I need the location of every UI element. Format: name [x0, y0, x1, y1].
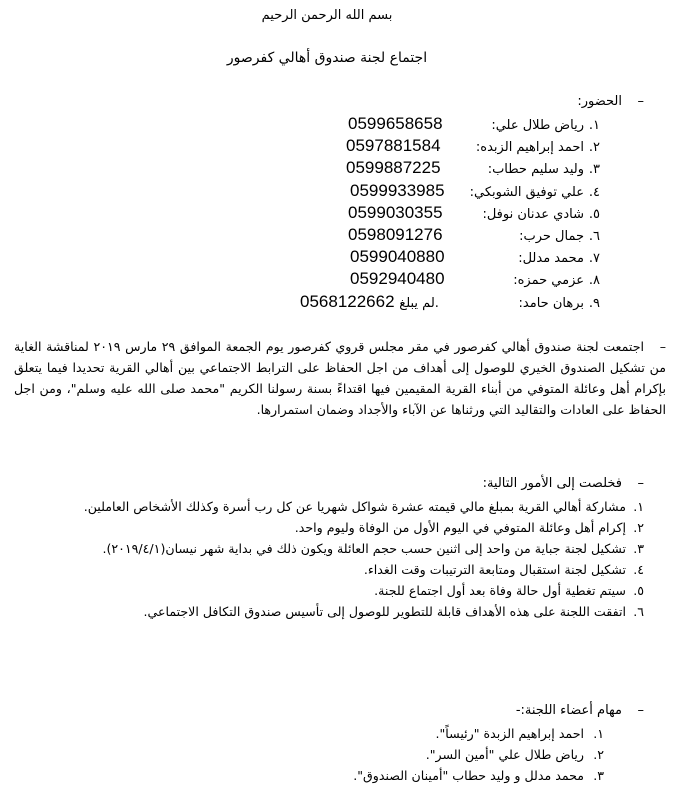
- item-number: ٢.: [633, 520, 644, 535]
- attendee-phone: 0599887225: [346, 158, 441, 178]
- item-text: مشاركة أهالي القرية بمبلغ مالي قيمته عشرة شواكل شهريا عن كل رب أسرة وكذلك الأشخاص العاملين.: [83, 499, 626, 514]
- outcomes-heading: [483, 476, 644, 491]
- attendee-name: رياض طلال علي:: [491, 118, 584, 133]
- attendee-phone: 0599658658: [348, 114, 443, 133]
- item-number: ٥.: [633, 583, 644, 598]
- attendee-row: [0, 203, 684, 225]
- attendee-name: محمد مدلل:: [518, 251, 584, 267]
- attendee-row: [0, 158, 684, 180]
- outcome-item: [14, 517, 666, 538]
- outcomes-list: [14, 496, 666, 622]
- attendee-name: عزمي حمزه:: [513, 273, 584, 289]
- bullet-dash: –: [659, 339, 666, 354]
- attendee-name: احمد إبراهيم الزبده:: [475, 140, 584, 156]
- attendee-name: علي توفيق الشوبكي:: [469, 184, 584, 200]
- item-text: محمد مدلل و وليد حطاب "أمينان الصندوق".: [353, 768, 584, 783]
- item-text: اتفقت اللجنة على هذه الأهداف قابلة للتطوير للوصول إلى تأسيس صندوق التكافل الاجتماعي.: [143, 604, 626, 619]
- roles-heading: [516, 703, 644, 718]
- outcome-item: [14, 559, 666, 580]
- outcome-item: [14, 601, 666, 622]
- attendee-row: [0, 225, 684, 247]
- attendee-number: ٥.: [588, 206, 600, 222]
- attendee-number: ٧.: [588, 251, 600, 267]
- roles-heading-label: مهام أعضاء اللجنة:-: [515, 703, 622, 718]
- item-text: تشكيل لجنة استقبال ومتابعة الترتيبات وقت الغداء.: [363, 562, 626, 577]
- item-text: تشكيل لجنة جباية من واحد إلى اثنين حسب حجم العائلة ويكون ذلك في بداية شهر نيسان(٢٠١٩/٤/١).: [102, 541, 626, 556]
- attendee-row: [0, 269, 684, 291]
- item-number: ٢.: [593, 747, 604, 762]
- attendee-row: [0, 247, 684, 269]
- attendee-row: [0, 136, 684, 158]
- attendee-phone: 0599933985: [350, 180, 445, 200]
- bullet-dash: –: [637, 703, 644, 718]
- item-number: ٤.: [633, 562, 644, 577]
- attendee-row: [0, 292, 684, 314]
- attendee-name: برهان حامد:: [518, 295, 584, 311]
- meeting-paragraph: [14, 336, 666, 420]
- item-number: ٣.: [633, 541, 644, 556]
- attendee-phone: 0599040880: [350, 247, 445, 267]
- attendance-heading: [577, 94, 644, 109]
- attendee-row: [0, 114, 684, 136]
- outcome-item: [14, 496, 666, 517]
- attendee-number: ٢.: [588, 140, 600, 156]
- item-number: ٣.: [593, 768, 604, 783]
- attendance-heading-label: الحضور:: [577, 94, 622, 109]
- attendee-number: ١.: [588, 118, 600, 133]
- role-item: [14, 765, 666, 786]
- outcomes-heading-label: فخلصت إلى الأمور التالية:: [482, 476, 622, 491]
- attendee-phone: 0599030355: [348, 202, 443, 222]
- attendee-phone: 0597881584: [346, 136, 441, 156]
- outcome-item: [14, 580, 666, 601]
- attendee-name: شادي عدنان نوفل:: [482, 206, 584, 222]
- attendee-number: ٦.: [588, 228, 600, 244]
- item-number: ١.: [593, 726, 604, 741]
- attendee-name: جمال حرب:: [519, 228, 584, 244]
- attendee-name: وليد سليم حطاب:: [487, 162, 584, 178]
- attendee-row: [0, 181, 684, 203]
- roles-list: [14, 723, 666, 786]
- item-text: إكرام أهل وعائلة المتوفي في اليوم الأول من الوفاة وليوم واحد.: [294, 520, 626, 535]
- item-number: ١.: [633, 499, 644, 514]
- document-title: اجتماع لجنة صندوق أهالي كفرصور: [226, 50, 428, 66]
- attendee-number: ٨.: [588, 273, 600, 289]
- attendee-phone: 0592940480: [350, 269, 445, 289]
- role-item: [14, 723, 666, 744]
- item-number: ٦.: [633, 604, 644, 619]
- attendee-phone: 0598091276: [348, 224, 443, 244]
- item-text: رياض طلال علي "أمين السر".: [425, 747, 584, 762]
- item-text: سيتم تغطية أول حالة وفاة بعد أول اجتماع للجنة.: [374, 583, 626, 598]
- attendee-phone-with-note: [300, 292, 439, 312]
- attendee-list: [0, 114, 684, 314]
- outcome-item: [14, 538, 666, 559]
- attendee-number: ٤.: [588, 184, 600, 200]
- attendee-number: ٩.: [588, 295, 600, 311]
- meeting-paragraph-text: اجتمعت لجنة صندوق أهالي كفرصور في مقر مجلس قروي كفرصور يوم الجمعة الموافق ٢٩ مارس ٢٠١٩ لمناقشة الغاية من تشكيل الصندوق الخيري للوصول إلى أهداف من اجل الحفاظ على الترابط الاجتماعي بين أهالي القرية تحديدا فيما يتعلق بإكرام أهل وعائلة المتوفي من أبناء القرية المقيمين فيها اقتداءً بسنة رسولنا الكريم "محمد صلى الله عليه وسلم"، ومن اجل الحفاظ على العادات والتقاليد التي ورثناها عن الآباء والأجداد وضمان استمرارها.: [14, 339, 666, 417]
- attendee-note: لم يبلغ.: [399, 295, 439, 311]
- item-text: احمد إبراهيم الزبدة "رئيساً".: [435, 726, 584, 741]
- bullet-dash: –: [637, 476, 644, 491]
- attendee-phone: 0568122662: [300, 291, 395, 311]
- bullet-dash: –: [637, 94, 644, 109]
- basmala: بسم الله الرحمن الرحيم: [261, 8, 393, 23]
- attendee-number: ٣.: [588, 162, 600, 178]
- role-item: [14, 744, 666, 765]
